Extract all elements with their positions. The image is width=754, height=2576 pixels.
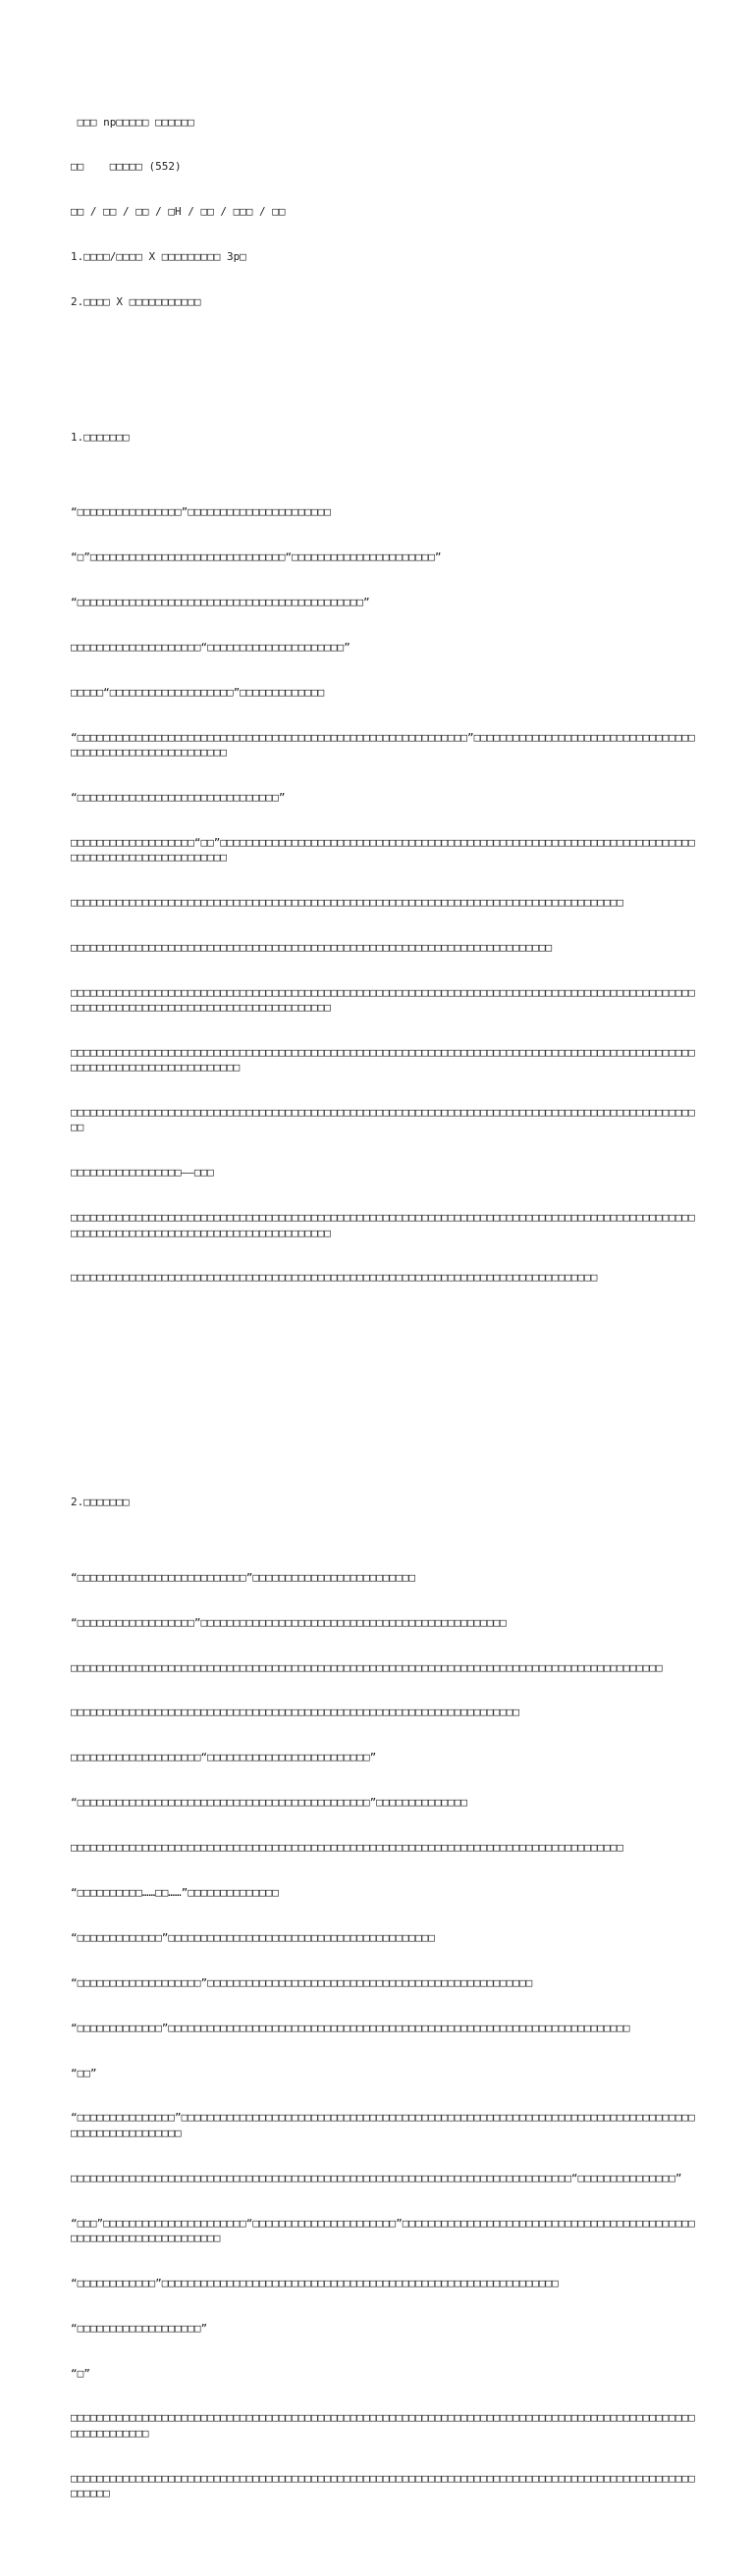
paragraph-line: □□□□□“□□□□□□□□□□□□□□□□□□□”□□□□□□□□□□□□□ <box>71 685 325 699</box>
paragraph-line: “□□□□□□□□□□□□□□□□□□”□□□□□□□□□□□□□□□□□□□□□□□□□□□□□□□□□□□□□□□□□□□□□□□ <box>71 1615 507 1629</box>
paragraph-line: “□□□□□□□□□□□□□□□□□□□□□□□□□□□□□□□□□□□□□□□□□□□□□□□□□□□□□□□□□□□□”□□□□□□□□□□□□□□□□□□□□□□□□□□□□□□□□□□□□□□□□□□□□□□□□□□□□□□□□□□ <box>71 730 695 760</box>
paragraph-line: □□□□□□□□□□□□□□□□□□□□□□□□□□□□□□□□□□□□□□□□□□□□□□□□□□□□□□□□□□□□□□□□□□□□□□□□□□□□□□□□□ <box>71 1271 598 1285</box>
paragraph-line: “□□□□□□□□□□□□□□□□□□□□□□□□□□□□□□□□□□□□□□□□□□□□” <box>71 596 370 609</box>
paragraph-line: □□□□□□□□□□□□□□□□□□□□“□□□□□□□□□□□□□□□□□□□□□” <box>71 640 350 654</box>
paragraph-line: □□□□□□□□□□□□□□□□□□□□□□□□□□□□□□□□□□□□□□□□□□□□□□□□□□□□□□□□□□□□□□□□□□□□□□□□□□□□□□□□□□□□□ <box>71 1841 623 1855</box>
paragraph-line: “□□□□□□□□□□□□□□□”□□□□□□□□□□□□□□□□□□□□□□□□□□□□□□□□□□□□□□□□□□□□□□□□□□□□□□□□□□□□□□□□□□□□□□□□□□□□□□□□□□□□□□□□□□□□□□□□ <box>71 2111 695 2139</box>
section-2-body <box>71 1540 699 2531</box>
paragraph-line: □□□□□□□□□□□□□□□□□□□□□□□□□□□□□□□□□□□□□□□□□□□□□□□□□□□□□□□□□□□□□□□□□□□□□□□□□□□□□□□□□□□□□□□□□□□□□□□□□□□□□□ <box>71 2471 695 2499</box>
document-body <box>71 84 699 2576</box>
paragraph-line: “□” <box>71 2366 90 2380</box>
spacer <box>71 1391 699 1420</box>
paragraph-line: □□□□□□□□□□□□□□□□□□□□□□□□□□□□□□□□□□□□□□□□□□□□□□□□□□□□□□□□□□□□□□□□□□□□□□□□□□□□□□□□□□□□□ <box>71 896 623 910</box>
paragraph-line: “□□□□□□□□□□□□”□□□□□□□□□□□□□□□□□□□□□□□□□□□□□□□□□□□□□□□□□□□□□□□□□□□□□□□□□□□□□ <box>71 2276 559 2289</box>
paragraph-line: □□□□□□□□□□□□□□□□□□□□□□□□□□□□□□□□□□□□□□□□□□□□□□□□□□□□□□□□□□□□□□□□□□□□□□□□□□□□□□□□□□□□□□□□□□□□□□□□□□□□□□□□□□□□ <box>71 2411 695 2440</box>
paragraph-line: “□□□□□□□□□□□□□□□□□□□□□□□□□□”□□□□□□□□□□□□□□□□□□□□□□□□□ <box>71 1570 415 1584</box>
paragraph-line: “□□□□□□□□□□□□□□□□□□□”□□□□□□□□□□□□□□□□□□□□□□□□□□□□□□□□□□□□□□□□□□□□□□□□□□ <box>71 1975 533 1989</box>
section-2 <box>71 1465 699 2561</box>
paragraph-line: “□”□□□□□□□□□□□□□□□□□□□□□□□□□□□□□□“□□□□□□□□□□□□□□□□□□□□□□” <box>71 551 442 564</box>
paragraph-line: □□□□□□□□□□□□□□□□□□□□□□□□□□□□□□□□□□□□□□□□□□□□□□□□□□□□□□□□□□□□□□□□□□□□□□□□□□□□□“□□□□□□□□□□□□□□□” <box>71 2171 682 2184</box>
paragraph-line: “□□□□□□□□□□……□□……”□□□□□□□□□□□□□□ <box>71 1886 279 1900</box>
section-1-heading: 1.□□□□□□□ <box>71 430 130 444</box>
document-title: □□□ np□□□□□ □□□□□□ <box>71 115 194 129</box>
paragraph-line: □□□□□□□□□□□□□□□□□□□□“□□□□□□□□□□□□□□□□□□□□□□□□□” <box>71 1751 377 1764</box>
paragraph-line: □□□□□□□□□□□□□□□□□□□□□□□□□□□□□□□□□□□□□□□□□□□□□□□□□□□□□□□□□□□□□□□□□□□□□ <box>71 1706 519 1719</box>
paragraph-line: □□□□□□□□□□□□□□□□□□□“□□”□□□□□□□□□□□□□□□□□□□□□□□□□□□□□□□□□□□□□□□□□□□□□□□□□□□□□□□□□□□□□□□□□□□□□□□□□□□□□□□□□□□□□□□□□□□□□□□□□ <box>71 835 695 865</box>
paragraph-line: □□□□□□□□□□□□□□□□□□□□□□□□□□□□□□□□□□□□□□□□□□□□□□□□□□□□□□□□□□□□□□□□□□□□□□□□□□□□□□□□□□□□□□□□□□□ <box>71 1660 663 1674</box>
paragraph-line: □□□□□□□□□□□□□□□□□□□□□□□□□□□□□□□□□□□□□□□□□□□□□□□□□□□□□□□□□□□□□□□□□□□□□□□□□□□□□□□□□□□□□□□□□□□□□□□□□□□□□□□□□□□□□□□□□□□□□□□□□□ <box>71 1046 695 1075</box>
paragraph-line: □□□□□□□□□□□□□□□□□——□□□ <box>71 1166 214 1180</box>
toc-item-2: 2.□□□□ X □□□□□□□□□□□ <box>71 295 201 309</box>
paragraph-line: “□□□□□□□□□□□□□”□□□□□□□□□□□□□□□□□□□□□□□□□□□□□□□□□□□□□□□□□□□□□□□□□□□□□□□□□□□□□□□□□□□□□□□ <box>71 2021 630 2034</box>
toc-item-1: 1.□□□□/□□□□ X □□□□□□□□□ 3p□ <box>71 250 246 264</box>
section-1-body <box>71 475 699 1316</box>
paragraph-line: “□□□□□□□□□□□□□”□□□□□□□□□□□□□□□□□□□□□□□□□□□□□□□□□□□□□□□□□ <box>71 1930 435 1944</box>
paragraph-line: □□□□□□□□□□□□□□□□□□□□□□□□□□□□□□□□□□□□□□□□□□□□□□□□□□□□□□□□□□□□□□□□□□□□□□□□□□□□□□□□□□□□□□□□□□□□□□□□□□□□□□□□□□□□□□□□□□□□□□□□□□□□□□□□□□□□□□□□ <box>71 1211 695 1239</box>
section-2-heading: 2.□□□□□□□ <box>71 1496 130 1509</box>
paragraph-line: “□□” <box>71 2066 97 2079</box>
paragraph-line: □□□□□□□□□□□□□□□□□□□□□□□□□□□□□□□□□□□□□□□□□□□□□□□□□□□□□□□□□□□□□□□□□□□□□□□□□□□□□□□□□□□□□□□□□□□□□□□□□□□□□□□□□□□□□□□□□□□□□□□□□□□□□□□□□□□□□□□□ <box>71 985 695 1015</box>
paragraph-line: “□□□□□□□□□□□□□□□□□□□□□□□□□□□□□□□” <box>71 790 286 804</box>
paragraph-line: “□□□□□□□□□□□□□□□□”□□□□□□□□□□□□□□□□□□□□□□ <box>71 505 331 519</box>
author-line: □□ □□□□□ (552) <box>71 160 182 174</box>
breadcrumb: □□ / □□ / □□ / □H / □□ / □□□ / □□ <box>71 205 286 219</box>
section-1 <box>71 399 699 1345</box>
paragraph-line: “□□□□□□□□□□□□□□□□□□□□□□□□□□□□□□□□□□□□□□□□□□□□□”□□□□□□□□□□□□□□ <box>71 1796 467 1810</box>
paragraph-line: “□□□”□□□□□□□□□□□□□□□□□□□□□□“□□□□□□□□□□□□□□□□□□□□□□”□□□□□□□□□□□□□□□□□□□□□□□□□□□□□□□□□□□□□□□□□□□□□□□□□□□□□□□□□□□□□□□□□□□□ <box>71 2216 695 2244</box>
spacer <box>71 340 699 354</box>
paragraph-line: □□□□□□□□□□□□□□□□□□□□□□□□□□□□□□□□□□□□□□□□□□□□□□□□□□□□□□□□□□□□□□□□□□□□□□□□□□ <box>71 940 553 954</box>
paragraph-line: “□□□□□□□□□□□□□□□□□□□” <box>71 2321 208 2335</box>
paragraph-line: □□□□□□□□□□□□□□□□□□□□□□□□□□□□□□□□□□□□□□□□□□□□□□□□□□□□□□□□□□□□□□□□□□□□□□□□□□□□□□□□□□□□□□□□□□□□□□□□□□ <box>71 1106 695 1134</box>
